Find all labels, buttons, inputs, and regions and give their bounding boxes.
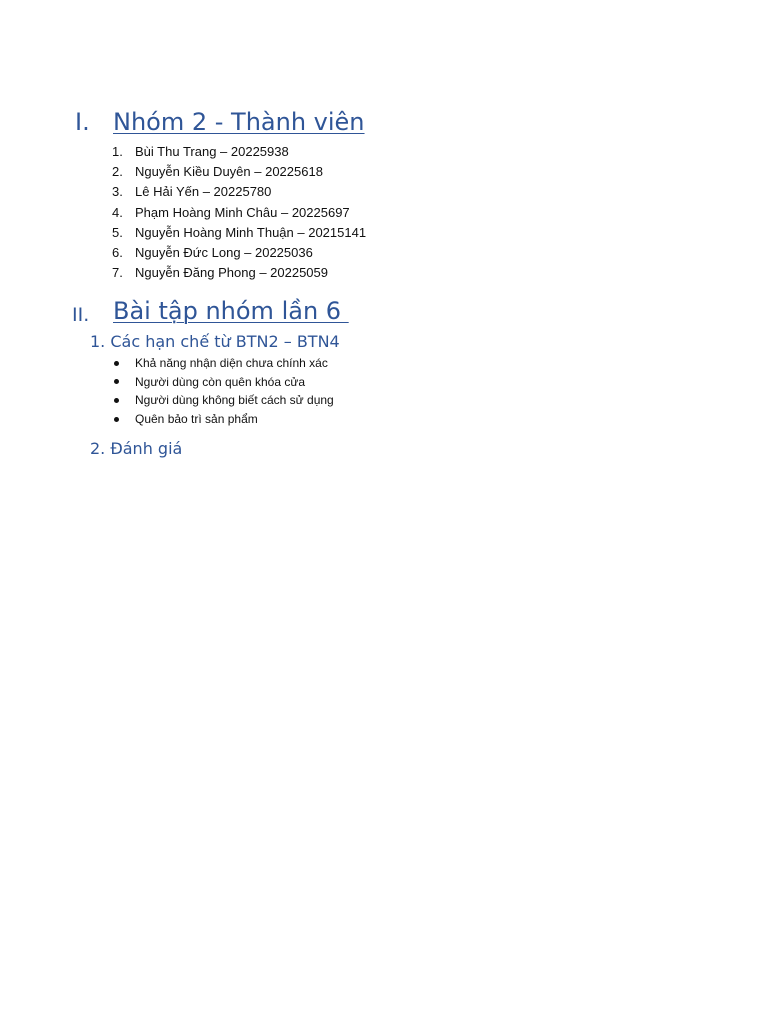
member-text: Bùi Thu Trang – 20225938 — [135, 144, 289, 159]
member-item — [112, 223, 366, 243]
section-1-title: Nhóm 2 - Thành viên — [113, 108, 365, 136]
member-number: 4. — [112, 204, 123, 220]
bullet-text: Quên bảo trì sản phẩm — [135, 411, 258, 426]
member-number: 2. — [112, 164, 123, 180]
member-text: Nguyễn Kiều Duyên – 20225618 — [135, 164, 323, 180]
member-number: 1. — [112, 144, 123, 159]
bullet-icon — [114, 361, 119, 366]
member-number: 7. — [112, 265, 123, 281]
bullet-icon — [114, 398, 119, 403]
bullet-item — [112, 391, 334, 410]
bullet-icon — [114, 379, 119, 384]
section-2-title: Bài tập nhóm lần 6 — [113, 297, 349, 325]
member-text: Nguyễn Hoàng Minh Thuận – 20215141 — [135, 224, 367, 240]
member-text: Lê Hải Yến – 20225780 — [135, 184, 272, 200]
bullet-item — [112, 410, 334, 429]
member-item — [112, 263, 366, 283]
member-number: 3. — [112, 184, 123, 200]
subsection-2-title: 2. Đánh giá — [90, 439, 183, 458]
member-item — [112, 243, 366, 263]
bullet-text: Người dùng còn quên khóa cửa — [135, 374, 306, 389]
subsection-1-title: 1. Các hạn chế từ BTN2 – BTN4 — [90, 332, 340, 351]
member-text: Phạm Hoàng Minh Châu – 20225697 — [135, 204, 350, 220]
section-2-number: II. — [72, 304, 90, 326]
member-item — [112, 203, 366, 223]
bullet-text: Người dùng không biết cách sử dụng — [135, 393, 334, 408]
member-item — [112, 142, 366, 162]
member-number: 5. — [112, 224, 123, 240]
member-item — [112, 182, 366, 202]
member-item — [112, 162, 366, 182]
bullet-icon — [114, 417, 119, 422]
limitation-list — [112, 354, 334, 428]
member-text: Nguyễn Đức Long – 20225036 — [135, 244, 313, 260]
bullet-item — [112, 373, 334, 392]
member-list — [112, 142, 366, 283]
bullet-item — [112, 354, 334, 373]
bullet-text: Khả năng nhận diện chưa chính xác — [135, 356, 328, 370]
section-1-number: I. — [75, 108, 90, 136]
member-number: 6. — [112, 244, 123, 260]
member-text: Nguyễn Đăng Phong – 20225059 — [135, 265, 328, 281]
